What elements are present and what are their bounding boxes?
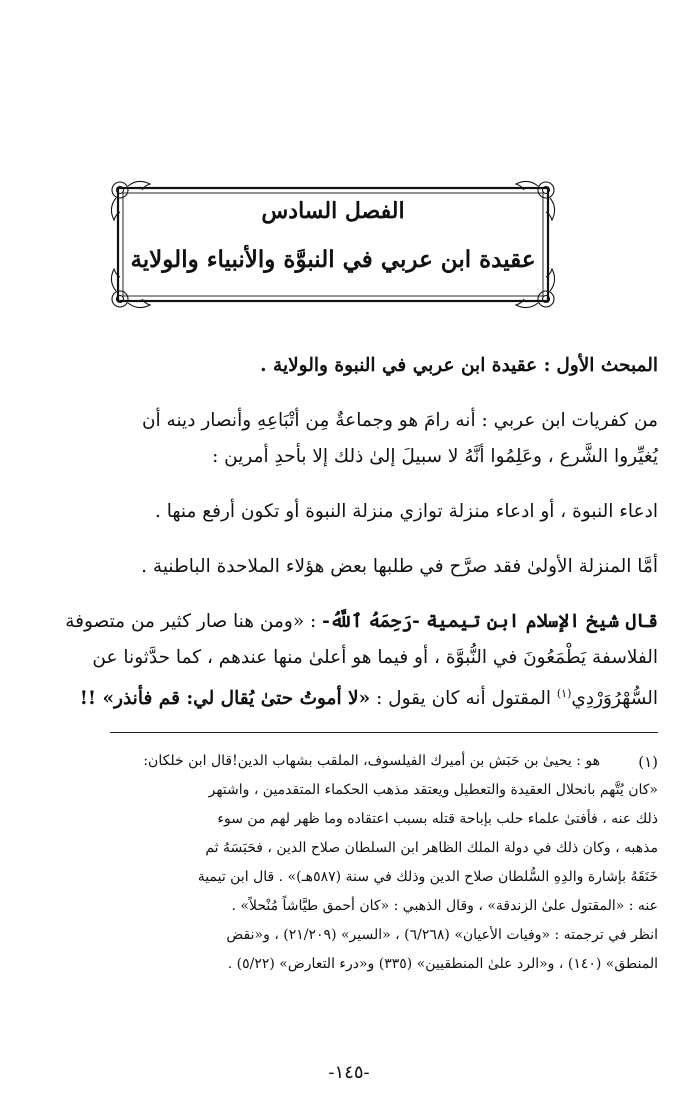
quote-intro: قال شيخ الإسلام ابن تيمية -رَحِمَهُ ٱللَّهُ- — [322, 611, 658, 632]
quote-line-1-text: : «ومن هنا صار كثير من متصوفة — [65, 611, 317, 632]
footnote-line: «كان يُتَّهم بانحلال العقيدة والتعطيل ويعتقد مذهب الحكماء المتقدمين ، واشتهر — [208, 782, 658, 798]
paragraph-line: ادعاء النبوة ، أو ادعاء منزلة توازي منزلة النبوة أو تكون أرفع منها . — [154, 501, 658, 522]
footnote-line: المنطق» (١٤٠) ، و«الرد علىٰ المنطقيين» (٣٣٥) و«درء التعارض» (٥/٢٢) . — [227, 956, 658, 972]
paragraph-line: أمَّا المنزلة الأولىٰ فقد صرَّح في طلبها بعض هؤلاء الملاحدة الباطنية . — [141, 556, 658, 577]
section-heading-text: : عقيدة ابن عربي في النبوة والولاية . — [260, 355, 551, 376]
footnote-line: عنه : «المقتول علىٰ الزندقة» ، وقال الذهبي : «كان أحمق طيَّاشاً مُنْحلاً» . — [231, 898, 658, 914]
quote-line-1 — [65, 606, 658, 638]
quote-line-3-mid: المقتول أنه كان يقول : — [376, 688, 551, 710]
footnote-ref[interactable]: (١) — [556, 687, 572, 700]
footnote-line: انظر في ترجمته : «وفيات الأعيان» (٦/٢٦٨) ، «السير» (٢١/٢٠٩) ، و«نقض — [226, 927, 658, 943]
quote-line-3 — [80, 678, 658, 715]
footnote-number: (١) — [638, 753, 658, 771]
paragraph-line: يُغيِّروا الشَّرع ، وعَلِمُوا أنَّهُ لا سبيلَ إلىٰ ذلك إلا بأحدِ أمرين : — [212, 446, 658, 467]
page-number: -١٤٥- — [328, 1062, 370, 1083]
quote-line-2: الفلاسفة يَطْمَعُونَ في النُّبوَّة ، أو فيما هو أعلىٰ منها عندهم ، كما حدَّثونا عن — [92, 647, 658, 668]
quote-name: السُّهْرُوَرْدِي — [571, 688, 658, 710]
section-heading-label: المبحث الأول — [556, 355, 658, 376]
chapter-title: عقيدة ابن عربي في النبوَّة والأنبياء والولاية — [130, 246, 536, 273]
chapter-frame — [106, 176, 560, 313]
section-heading — [260, 350, 658, 382]
footnote-line: ذلك عنه ، فأفتىٰ علماء حلب بإباحة قتله بسبب اعتقاده وما ظهر لهم من سوء — [217, 811, 658, 827]
quote-saying: «لا أموتُ حتىٰ يُقال لي: قم فأنذر» !! — [79, 688, 371, 710]
footnote-divider — [110, 732, 658, 733]
footnote-line: خَنَقَهُ بإشارة والدِهِ السُّلطان صلاح الدين وذلك في سنة (٥٨٧هـ)» . قال ابن تيمية — [197, 869, 658, 885]
paragraph-line: من كفريات ابن عربي : أنه رامَ هو وجماعةٌ مِن أتْبَاعِهِ وأنصار دينه أن — [141, 410, 658, 431]
chapter-label: الفصل السادس — [261, 198, 405, 224]
footnote-line: مذهبه ، وكان ذلك في دولة الملك الظاهر ابن السلطان صلاح الدين ، فحَبَسَهُ ثم — [205, 840, 658, 856]
footnote-line: هو : يحيىٰ بن حَبَش بن أميرك الفيلسوف، الملقب بشهاب الدين!قال ابن خلكان: — [143, 753, 600, 769]
